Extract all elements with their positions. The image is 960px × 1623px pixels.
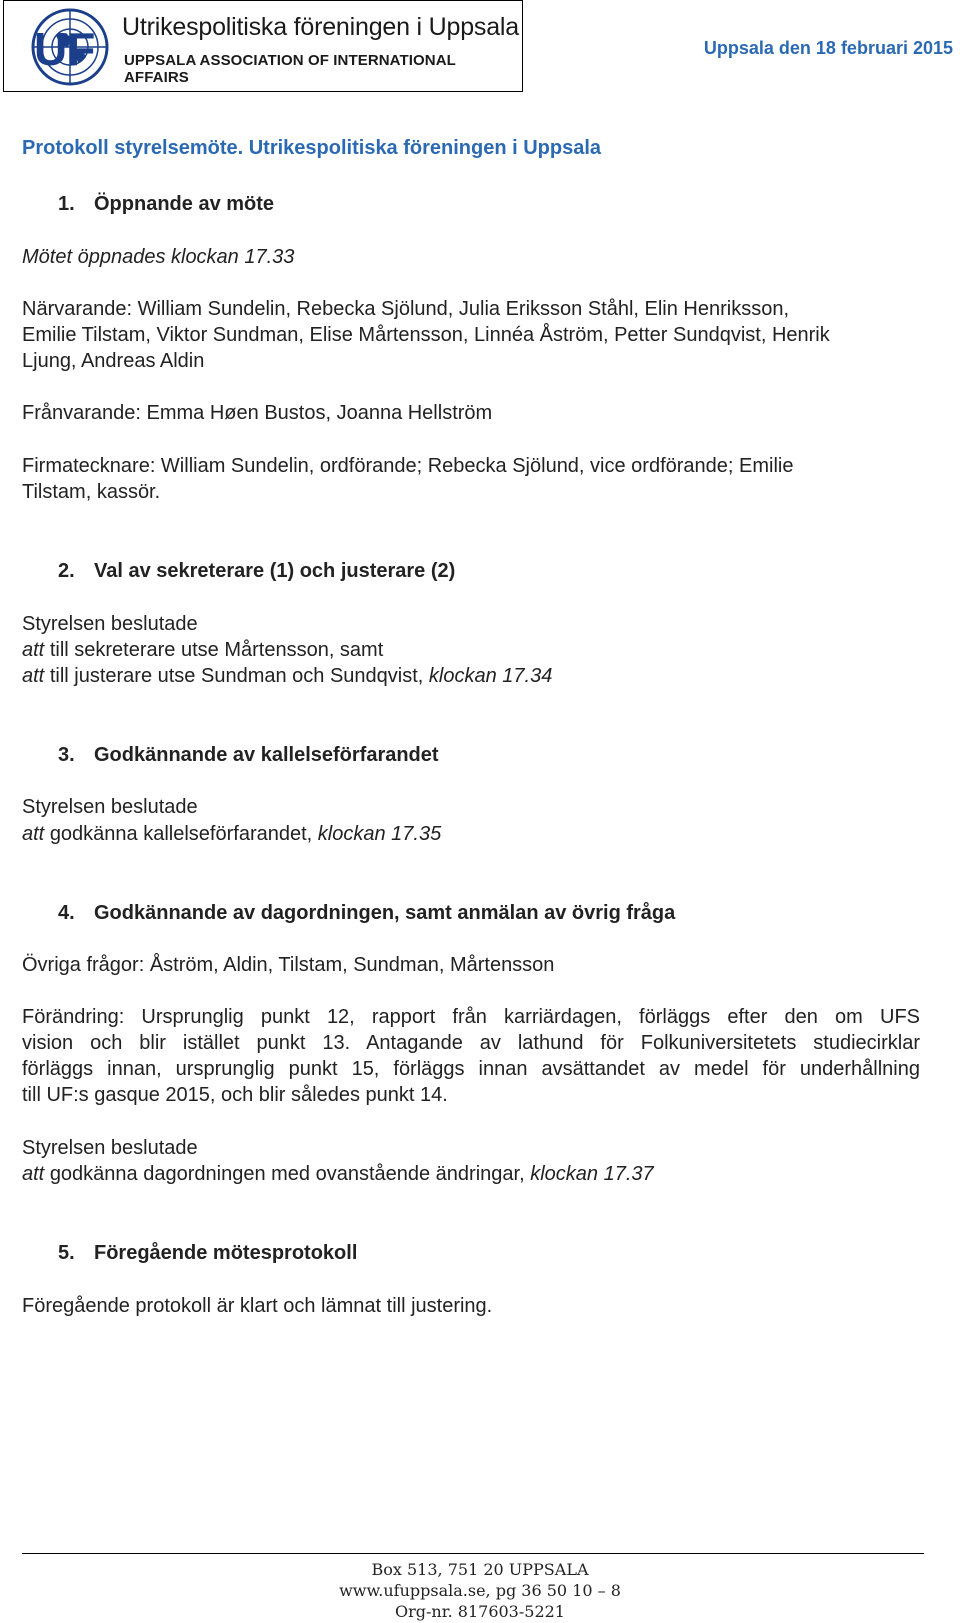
document-title: Protokoll styrelsemöte. Utrikespolitiska föreningen i Uppsala [22, 137, 602, 159]
section-heading-3: 3. Godkännande av kallelseförfarandet [58, 744, 439, 766]
change-line-4: till UF:s gasque 2015, och blir således punkt 14. [22, 1084, 448, 1106]
present-line-3: Ljung, Andreas Aldin [22, 350, 205, 372]
decision-2b: att till justerare utse Sundman och Sundqvist, klockan 17.34 [22, 665, 553, 687]
header-logo [3, 0, 523, 92]
footer-divider [22, 1553, 924, 1554]
section-heading-1: 1. Öppnande av möte [58, 193, 275, 215]
signatories-line-1: Firmatecknare: William Sundelin, ordförande; Rebecka Sjölund, vice ordförande; Emilie [22, 455, 794, 477]
board-decided-3: Styrelsen beslutade [22, 796, 198, 818]
change-line-3: förläggs innan, ursprunglig punkt 15, förläggs innan avsättandet av medel för underhållning [22, 1058, 920, 1080]
org-name-en: UPPSALA ASSOCIATION OF INTERNATIONAL AFFAIRS [124, 52, 456, 86]
footer-org-nr: Org-nr. 817603-5221 [395, 1602, 565, 1621]
absent-line: Frånvarande: Emma Høen Bustos, Joanna Hellström [22, 402, 493, 424]
change-line-1: Förändring: Ursprunglig punkt 12, rapport från karriärdagen, förläggs efter den om UFS [22, 1006, 920, 1028]
change-line-2: vision och blir istället punkt 13. Antagande av lathund för Folkuniversitetets studiecirklar [22, 1032, 920, 1054]
decision-2a: att till sekreterare utse Mårtensson, samt [22, 639, 384, 661]
present-line-1: Närvarande: William Sundelin, Rebecka Sjölund, Julia Eriksson Ståhl, Elin Henriksson, [22, 298, 790, 320]
footer-web-phone: www.ufuppsala.se, pg 36 50 10 – 8 [339, 1581, 621, 1600]
un-emblem-icon [22, 5, 132, 89]
board-decided-2: Styrelsen beslutade [22, 613, 198, 635]
previous-minutes-text: Föregående protokoll är klart och lämnat till justering. [22, 1295, 493, 1317]
org-name: Utrikespolitiska föreningen i Uppsala [122, 13, 519, 41]
other-questions: Övriga frågor: Åström, Aldin, Tilstam, Sundman, Mårtensson [22, 954, 555, 976]
board-decided-4: Styrelsen beslutade [22, 1137, 198, 1159]
present-line-2: Emilie Tilstam, Viktor Sundman, Elise Mårtensson, Linnéa Åström, Petter Sundqvist, Henrik [22, 324, 830, 346]
section-heading-2: 2. Val av sekreterare (1) och justerare (2) [58, 560, 456, 582]
header-date: Uppsala den 18 februari 2015 [703, 38, 953, 58]
decision-3: att godkänna kallelseförfarandet, klockan 17.35 [22, 823, 442, 845]
signatories-line-2: Tilstam, kassör. [22, 481, 161, 503]
decision-4: att godkänna dagordningen med ovanstående ändringar, klockan 17.37 [22, 1163, 654, 1185]
section-heading-5: 5. Föregående mötesprotokoll [58, 1242, 358, 1264]
section-heading-4: 4. Godkännande av dagordningen, samt anmälan av övrig fråga [58, 902, 676, 924]
footer-address: Box 513, 751 20 UPPSALA [371, 1560, 589, 1579]
meeting-opened: Mötet öppnades klockan 17.33 [22, 246, 295, 268]
logo-letters: UF [34, 23, 96, 75]
